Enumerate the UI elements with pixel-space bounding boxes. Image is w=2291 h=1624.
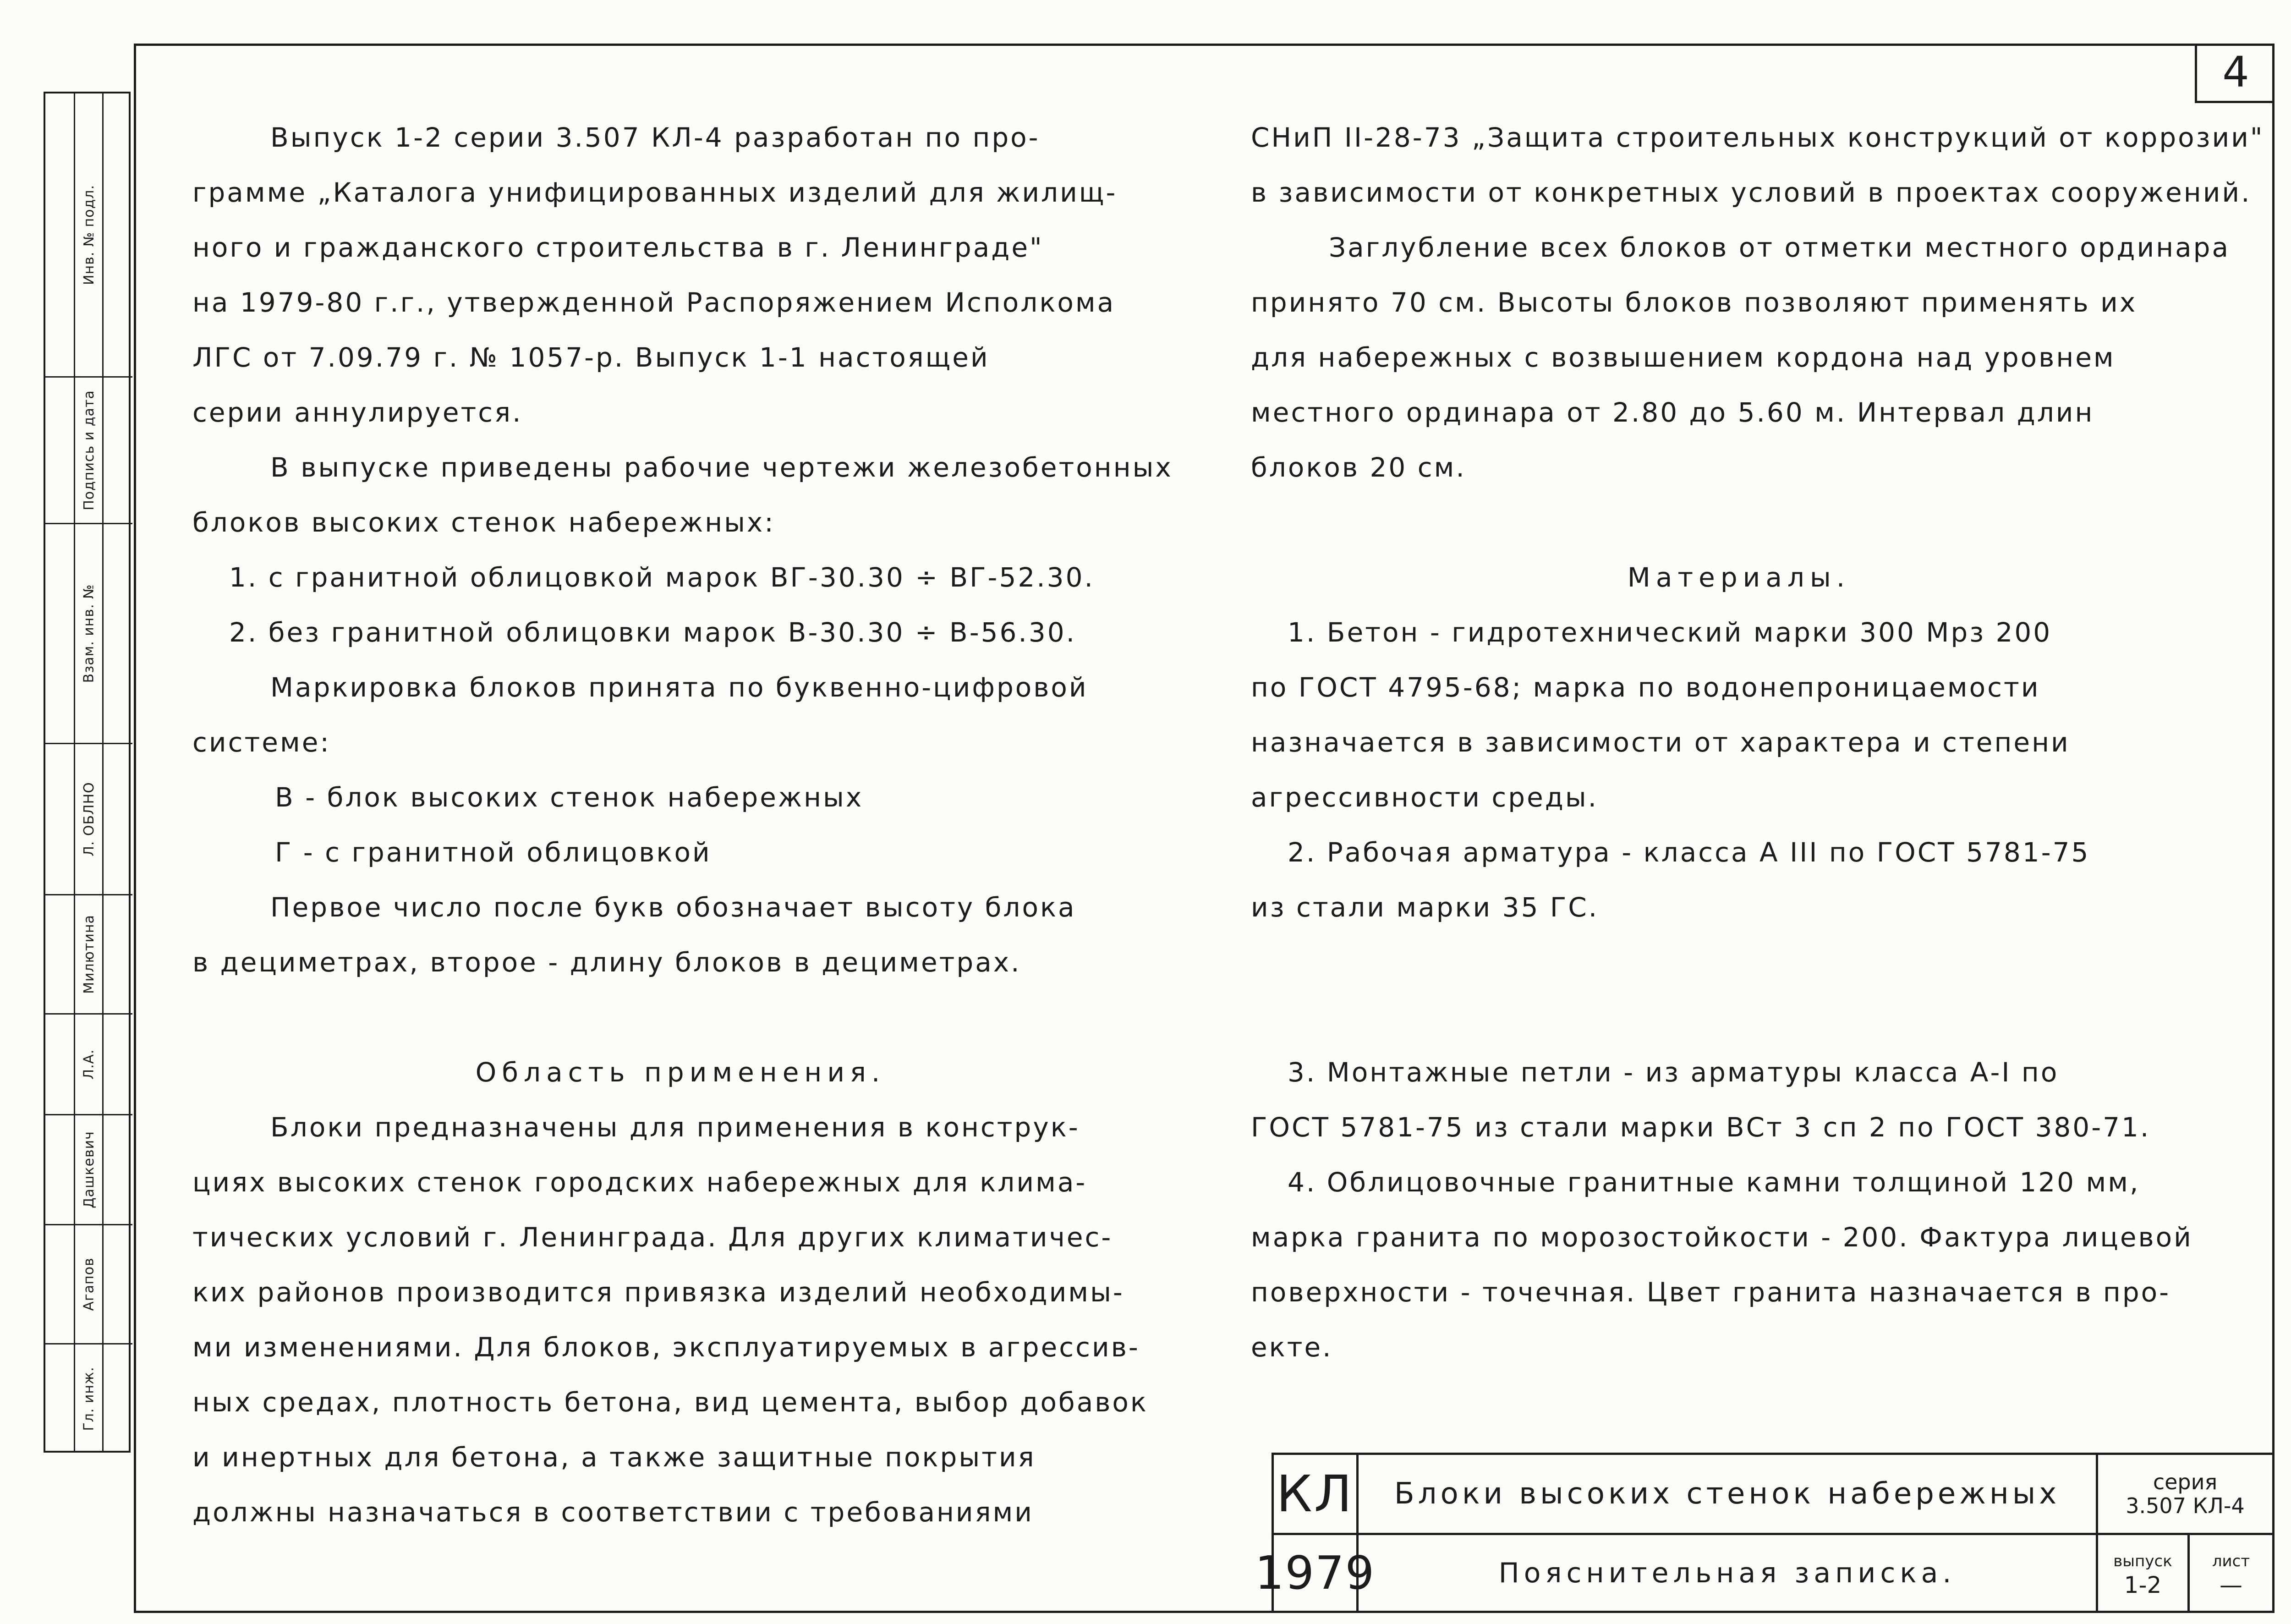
series-value: 3.507 КЛ-4	[2126, 1493, 2245, 1518]
text-line: блоков высоких стенок набережных:	[192, 507, 775, 538]
text-line: ЛГС от 7.09.79 г. № 1057-р. Выпуск 1-1 настоящей	[192, 342, 990, 373]
text-line: Первое число после букв обозначает высоту блока	[270, 892, 1076, 923]
margin-cell: Инв. № подл.	[45, 93, 132, 378]
series-cell	[2098, 1455, 2275, 1535]
text-line: ми изменениями. Для блоков, эксплуатируемых в агрессив-	[192, 1332, 1140, 1363]
spacer	[192, 990, 1168, 1045]
sheet-label: лист	[2212, 1552, 2250, 1570]
margin-cell: Подпись и дата	[45, 378, 132, 524]
margin-approval-stamp	[44, 92, 131, 1453]
spacer	[1251, 495, 2227, 550]
drawing-title: Блоки высоких стенок набережных	[1359, 1455, 2098, 1535]
margin-cell: Агапов	[45, 1225, 132, 1344]
title-stamp-year: 1979	[1274, 1535, 1359, 1613]
text-line: системе:	[192, 727, 331, 758]
sheet-value: —	[2220, 1571, 2242, 1598]
text-line: агрессивности среды.	[1251, 782, 1599, 813]
text-line: 4. Облицовочные гранитные камни толщиной 120 мм,	[1288, 1167, 2140, 1198]
section-heading-application: Область применения.	[475, 1057, 886, 1088]
text-line: серии аннулируется.	[192, 397, 523, 428]
margin-cell: Л. ОБЛНО	[45, 744, 132, 895]
text-line: тических условий г. Ленинграда. Для других климатичес-	[192, 1222, 1113, 1253]
margin-cell: Взам. инв. №	[45, 524, 132, 744]
issue-cell	[2098, 1535, 2190, 1613]
text-line: Заглубление всех блоков от отметки местного ординара	[1329, 232, 2231, 263]
section-heading-materials: Материалы.	[1627, 562, 1851, 593]
text-line: 2. без гранитной облицовки марок В-30.30 ÷ В-56.30.	[229, 617, 1077, 648]
text-line: ных средах, плотность бетона, вид цемента, выбор добавок	[192, 1387, 1148, 1418]
text-line: 1. Бетон - гидротехнический марки 300 Мрз 200	[1288, 617, 2052, 648]
title-block	[1255, 1453, 2275, 1613]
series-label: серия	[2153, 1470, 2218, 1494]
text-line: грамме „Каталога унифицированных изделий для жилищ-	[192, 177, 1118, 208]
issue-value: 1-2	[2124, 1571, 2162, 1598]
text-line: по ГОСТ 4795-68; марка по водонепроницаемости	[1251, 672, 2040, 703]
text-line: местного ординара от 2.80 до 5.60 м. Интервал длин	[1251, 397, 2094, 428]
drawing-subtitle: Пояснительная записка.	[1359, 1535, 2098, 1613]
margin-cell: Гл. инж.	[81, 1366, 97, 1431]
margin-cell: Л.А.	[45, 1015, 132, 1115]
text-line: в зависимости от конкретных условий в проектах сооружений.	[1251, 177, 2252, 208]
title-stamp-top: КЛ	[1274, 1455, 1359, 1535]
text-line: 2. Рабочая арматура - класса А III по ГОСТ 5781-75	[1288, 837, 2090, 868]
text-line: 3. Монтажные петли - из арматуры класса А-I по	[1288, 1057, 2059, 1088]
text-line: принято 70 см. Высоты блоков позволяют применять их	[1251, 287, 2138, 318]
text-line: в дециметрах, второе - длину блоков в дециметрах.	[192, 947, 1021, 978]
text-line: циях высоких стенок городских набережных для клима-	[192, 1167, 1087, 1198]
text-line: для набережных с возвышением кордона над уровнем	[1251, 342, 2116, 373]
text-line: СНиП II-28-73 „Защита строительных конструкций от коррозии"	[1251, 122, 2264, 153]
text-line: Маркировка блоков принята по буквенно-цифровой	[270, 672, 1088, 703]
text-line: екте.	[1251, 1332, 1333, 1363]
text-line: должны назначаться в соответствии с требованиями	[192, 1497, 1034, 1528]
text-line: Выпуск 1-2 серии 3.507 КЛ-4 разработан по про-	[270, 122, 1040, 153]
sheet-number: 4	[2195, 44, 2275, 103]
spacer	[1251, 935, 2227, 1045]
text-line: 1. с гранитной облицовкой марок ВГ-30.30 ÷ ВГ-52.30.	[229, 562, 1095, 593]
text-line: ГОСТ 5781-75 из стали марки ВСт 3 сп 2 по ГОСТ 380-71.	[1251, 1112, 2151, 1143]
sheet-cell	[2190, 1535, 2275, 1613]
text-line: ного и гражданского строительства в г. Ленинграде"	[192, 232, 1044, 263]
text-line: назначается в зависимости от характера и степени	[1251, 727, 2070, 758]
text-line: Г - с гранитной облицовкой	[275, 837, 712, 868]
left-text-column	[192, 110, 1173, 1540]
text-line: на 1979-80 г.г., утвержденной Распоряжением Исполкома	[192, 287, 1116, 318]
text-line: блоков 20 см.	[1251, 452, 1466, 483]
text-line: марка гранита по морозостойкости - 200. Фактура лицевой	[1251, 1222, 2193, 1253]
margin-cell: Милютина	[45, 895, 132, 1015]
text-line: поверхности - точечная. Цвет гранита назначается в про-	[1251, 1277, 2171, 1308]
text-line: из стали марки 35 ГС.	[1251, 892, 1599, 923]
issue-label: выпуск	[2113, 1552, 2172, 1570]
right-text-column	[1251, 110, 2264, 1375]
text-line: В выпуске приведены рабочие чертежи железобетонных	[270, 452, 1173, 483]
text-line: ких районов производится привязка изделий необходимы-	[192, 1277, 1124, 1308]
text-line: В - блок высоких стенок набережных	[275, 782, 864, 813]
text-line: и инертных для бетона, а также защитные покрытия	[192, 1442, 1036, 1473]
text-line: Блоки предназначены для применения в конструк-	[270, 1112, 1080, 1143]
margin-cell: Дашкевич	[45, 1115, 132, 1225]
